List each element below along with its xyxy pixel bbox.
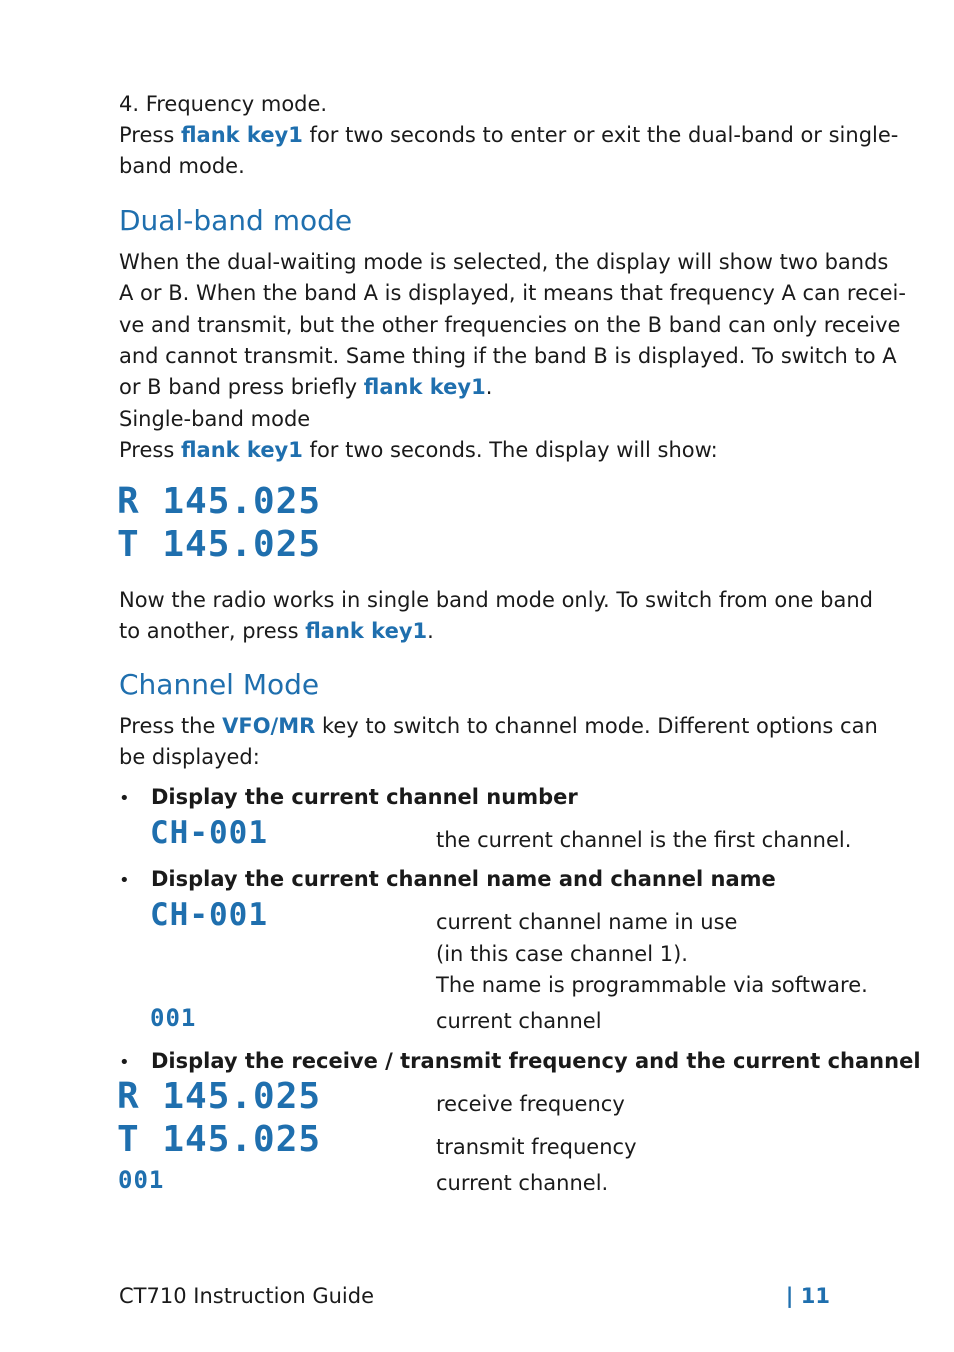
channel-name-description-3: The name is programmable via software.: [436, 973, 868, 997]
bullet-title-channel-number: Display the current channel number: [151, 785, 578, 809]
channel-name-description-2: (in this case channel 1).: [436, 942, 688, 966]
key-name: VFO/MR: [222, 714, 316, 738]
lcd-receive-frequency-2: R 145.025: [117, 1076, 322, 1117]
single-band-note-line2: [119, 616, 434, 648]
footer-title: CT710 Instruction Guide: [119, 1284, 374, 1308]
bullet-icon: •: [119, 1052, 130, 1073]
key-name: flank key1: [180, 438, 303, 462]
bullet-icon: •: [119, 788, 130, 809]
text: Press the: [119, 714, 223, 738]
current-channel-description-2: current channel.: [436, 1171, 609, 1195]
current-channel-description: current channel: [436, 1009, 602, 1033]
single-band-instruction: [119, 435, 718, 467]
key-name: flank key1: [363, 375, 486, 399]
lcd-channel-name: CH-001: [150, 897, 268, 933]
bullet-title-channel-name: Display the current channel name and channel name: [151, 867, 776, 891]
text: to another, press: [119, 619, 306, 643]
bullet-icon: •: [119, 870, 130, 891]
lcd-transmit-frequency-2: T 145.025: [117, 1119, 322, 1160]
intro-paragraph-line2: band mode.: [119, 154, 245, 178]
lcd-channel-number: CH-001: [150, 815, 268, 851]
key-name: flank key1: [305, 619, 428, 643]
single-band-label: Single-band mode: [119, 407, 311, 431]
text: or B band press briefly: [119, 375, 364, 399]
lcd-current-channel-2: 001: [118, 1166, 165, 1194]
section-heading-channel-mode: Channel Mode: [119, 668, 320, 701]
list-item-frequency-mode: 4. Frequency mode.: [119, 92, 328, 116]
channel-name-description-1: current channel name in use: [436, 910, 738, 934]
text: for two seconds to enter or exit the dual-band or single-: [302, 123, 899, 147]
channel-number-description: the current channel is the first channel.: [436, 828, 852, 852]
transmit-frequency-description: transmit frequency: [436, 1135, 637, 1159]
bullet-title-frequency-channel: Display the receive / transmit frequency and the current channel: [151, 1049, 921, 1073]
lcd-transmit-frequency: T 145.025: [117, 524, 322, 565]
intro-paragraph-line1: [119, 120, 898, 152]
receive-frequency-description: receive frequency: [436, 1092, 625, 1116]
dual-band-line1: When the dual-waiting mode is selected, the display will show two bands: [119, 250, 889, 274]
channel-mode-line1: [119, 711, 878, 743]
section-heading-dual-band: Dual-band mode: [119, 204, 353, 237]
channel-mode-line2: be displayed:: [119, 745, 260, 769]
text: Press: [119, 123, 181, 147]
page-number: | 11: [785, 1284, 830, 1308]
dual-band-line4: and cannot transmit. Same thing if the band B is displayed. To switch to A: [119, 344, 897, 368]
lcd-receive-frequency: R 145.025: [117, 481, 322, 522]
dual-band-line3: ve and transmit, but the other frequencies on the B band can only receive: [119, 313, 901, 337]
text: .: [427, 619, 434, 643]
text: for two seconds. The display will show:: [302, 438, 718, 462]
text: Press: [119, 438, 181, 462]
text: key to switch to channel mode. Different options can: [315, 714, 878, 738]
dual-band-line5: [119, 372, 492, 404]
single-band-note-line1: Now the radio works in single band mode only. To switch from one band: [119, 588, 873, 612]
dual-band-line2: A or B. When the band A is displayed, it means that frequency A can recei-: [119, 281, 906, 305]
text: .: [485, 375, 493, 399]
key-name: flank key1: [180, 123, 303, 147]
lcd-current-channel: 001: [150, 1004, 197, 1032]
